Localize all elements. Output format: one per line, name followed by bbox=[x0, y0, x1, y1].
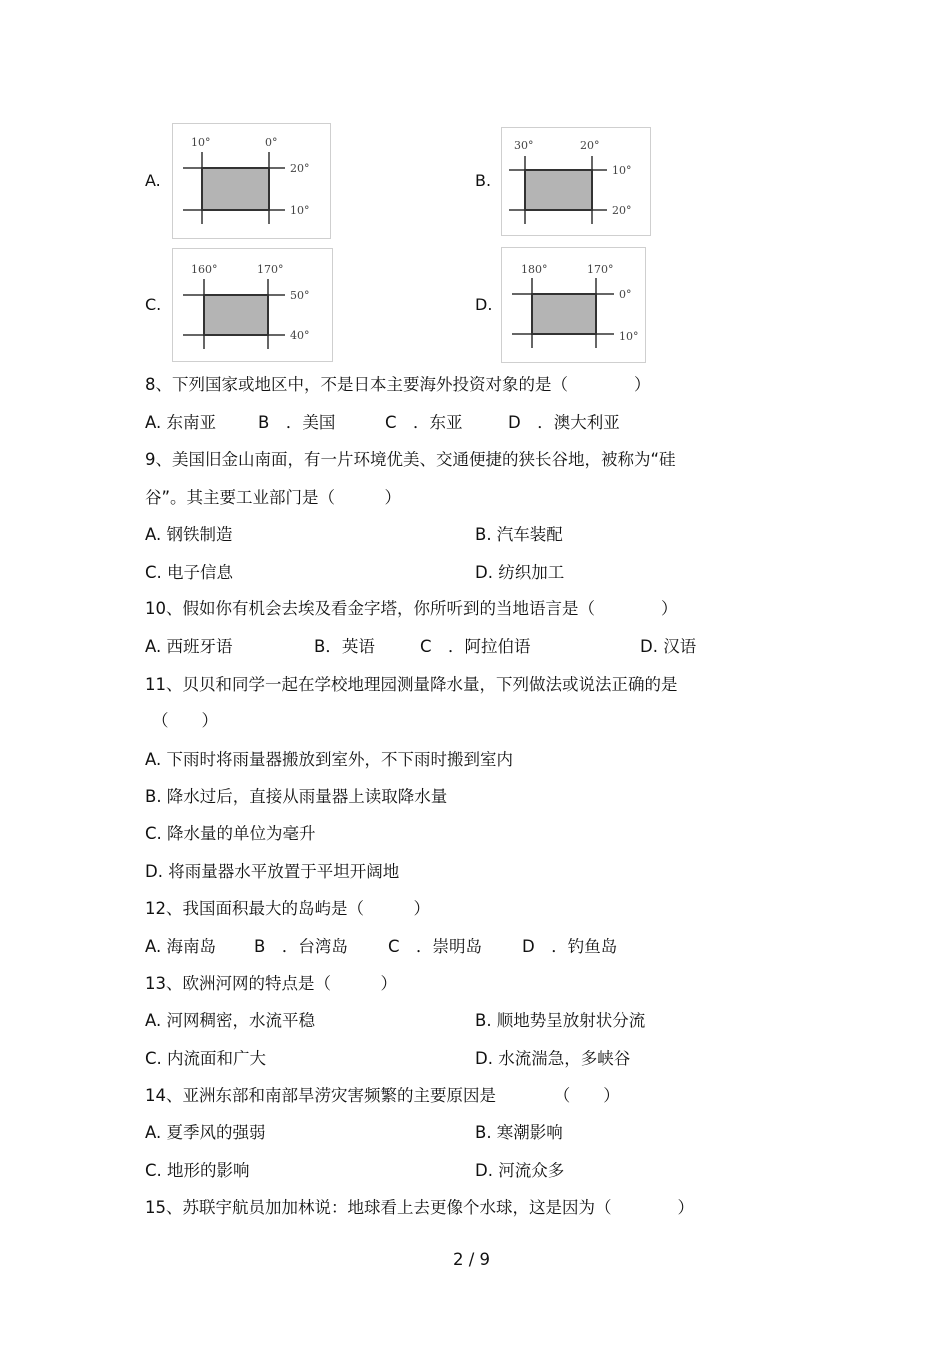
page-number: 2 / 9 bbox=[453, 1250, 491, 1269]
q14-option-d: D. 河流众多 bbox=[475, 1161, 565, 1180]
lon-label-left: 180° bbox=[521, 263, 548, 276]
option-c-label: C. bbox=[145, 295, 162, 314]
q10-option-b: B．英语 bbox=[314, 637, 375, 656]
lon-label-right: 20° bbox=[580, 139, 600, 152]
q13-option-a: A. 河网稠密，水流平稳 bbox=[145, 1011, 315, 1030]
question-10-stem: 10、假如你有机会去埃及看金字塔，你所听到的当地语言是（ ） bbox=[145, 599, 678, 618]
grid-figure-d bbox=[501, 247, 646, 363]
q9-option-a: A. 钢铁制造 bbox=[145, 525, 233, 544]
q9-option-b: B. 汽车装配 bbox=[475, 525, 563, 544]
lat-label-bottom: 10° bbox=[290, 204, 310, 217]
question-8-stem: 8、下列国家或地区中，不是日本主要海外投资对象的是（ ） bbox=[145, 375, 651, 394]
question-14-stem: 14、亚洲东部和南部旱涝灾害频繁的主要原因是 （ ） bbox=[145, 1086, 620, 1105]
q8-option-c: C ．东亚 bbox=[385, 413, 463, 432]
q14-option-b: B. 寒潮影响 bbox=[475, 1123, 563, 1142]
option-a-label: A. bbox=[145, 171, 161, 190]
question-11-stem-line2: （ ） bbox=[152, 711, 218, 730]
lat-label-bottom: 10° bbox=[619, 330, 639, 343]
q12-option-a: A. 海南岛 bbox=[145, 937, 216, 956]
question-12-stem: 12、我国面积最大的岛屿是（ ） bbox=[145, 899, 430, 918]
q12-option-c: C ．崇明岛 bbox=[388, 937, 483, 956]
q9-option-c: C. 电子信息 bbox=[145, 563, 234, 582]
grid-figure-b bbox=[501, 127, 651, 236]
lat-label-top: 50° bbox=[290, 289, 310, 302]
q14-option-c: C. 地形的影响 bbox=[145, 1161, 250, 1180]
lon-label-left: 30° bbox=[514, 139, 534, 152]
lon-label-right: 0° bbox=[265, 136, 278, 149]
grid-figure-a bbox=[172, 123, 331, 239]
q13-option-c: C. 内流面和广大 bbox=[145, 1049, 267, 1068]
q10-option-d: D. 汉语 bbox=[640, 637, 697, 656]
question-9-stem-line2: 谷”。其主要工业部门是（ ） bbox=[145, 488, 402, 507]
q13-option-d: D. 水流湍急，多峡谷 bbox=[475, 1049, 631, 1068]
q8-option-d: D ．澳大利亚 bbox=[508, 413, 620, 432]
q12-option-b: B ．台湾岛 bbox=[254, 937, 348, 956]
lat-label-top: 0° bbox=[619, 288, 632, 301]
q10-option-c: C ．阿拉伯语 bbox=[420, 637, 531, 656]
q12-option-d: D ．钓鱼岛 bbox=[522, 937, 618, 956]
lon-label-left: 160° bbox=[191, 263, 218, 276]
lon-label-right: 170° bbox=[587, 263, 614, 276]
lat-label-top: 20° bbox=[290, 162, 310, 175]
question-9-stem-line1: 9、美国旧金山南面，有一片环境优美、交通便捷的狭长谷地，被称为“硅 bbox=[145, 450, 676, 469]
option-d-label: D. bbox=[475, 295, 493, 314]
lat-label-top: 10° bbox=[612, 164, 632, 177]
q11-option-a: A. 下雨时将雨量器搬放到室外，不下雨时搬到室内 bbox=[145, 750, 513, 769]
question-15-stem: 15、苏联宇航员加加林说：地球看上去更像个水球，这是因为（ ） bbox=[145, 1198, 694, 1217]
q11-option-d: D. 将雨量器水平放置于平坦开阔地 bbox=[145, 862, 400, 881]
q8-option-a: A. 东南亚 bbox=[145, 413, 216, 432]
q11-option-b: B. 降水过后，直接从雨量器上读取降水量 bbox=[145, 787, 448, 806]
lon-label-right: 170° bbox=[257, 263, 284, 276]
q10-option-a: A. 西班牙语 bbox=[145, 637, 233, 656]
lat-label-bottom: 20° bbox=[612, 204, 632, 217]
lon-label-left: 10° bbox=[191, 136, 211, 149]
question-11-stem-line1: 11、贝贝和同学一起在学校地理园测量降水量，下列做法或说法正确的是 bbox=[145, 675, 678, 694]
q9-option-d: D. 纺织加工 bbox=[475, 563, 565, 582]
question-13-stem: 13、欧洲河网的特点是（ ） bbox=[145, 974, 397, 993]
q14-option-a: A. 夏季风的强弱 bbox=[145, 1123, 266, 1142]
q11-option-c: C. 降水量的单位为毫升 bbox=[145, 824, 316, 843]
q8-option-b: B ．美国 bbox=[258, 413, 336, 432]
lat-label-bottom: 40° bbox=[290, 329, 310, 342]
q13-option-b: B. 顺地势呈放射状分流 bbox=[475, 1011, 646, 1030]
grid-figure-c bbox=[172, 248, 333, 362]
option-b-label: B. bbox=[475, 171, 492, 190]
